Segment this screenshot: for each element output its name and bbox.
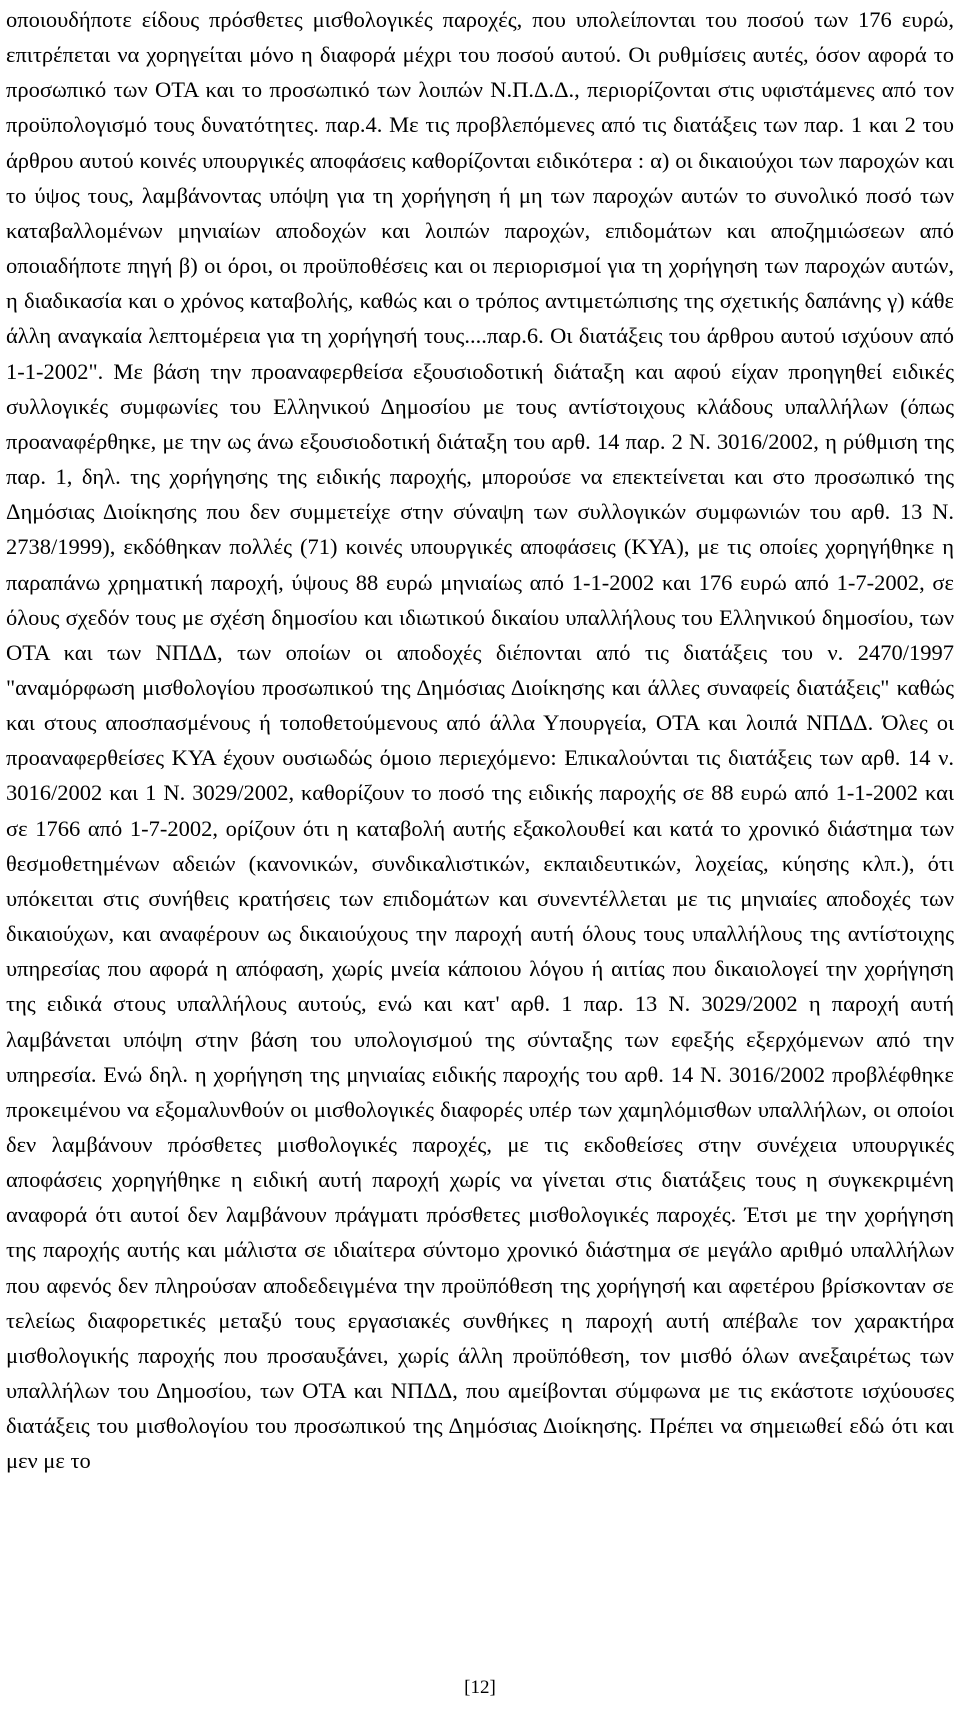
- page-number: [12]: [464, 1677, 496, 1698]
- body-paragraph: οποιουδήποτε είδους πρόσθετες μισθολογικές παροχές, που υπολείπονται του ποσού των 176 ευρώ, επιτρέπεται να χορηγείται μόνο η διαφορά μέχρι του ποσού αυτού. Οι ρυθμίσεις αυτές, όσον αφορά το προσωπικό των ΟΤΑ και το προσωπικό των λοιπών Ν.Π.Δ.Δ., περιορίζονται στις υφιστάμενες από τον προϋπολογισμό τους δυνατότητες. παρ.4. Με τις προβλεπόμενες από τις διατάξεις των παρ. 1 και 2 του άρθρου αυτού κοινές υπουργικές αποφάσεις καθορίζονται ειδικότερα : α) οι δικαιούχοι των παροχών και το ύψος τους, λαμβάνοντας υπόψη για τη χορήγηση ή μη των παροχών αυτών το συνολικό ποσό των καταβαλλομένων μηνιαίων αποδοχών και λοιπών παροχών, επιδομάτων και αποζημιώσεων από οποιαδήποτε πηγή β) οι όροι, οι προϋποθέσεις και οι περιορισμοί για τη χορήγηση των παροχών αυτών, η διαδικασία και ο χρόνος καταβολής, καθώς και ο τρόπος αντιμετώπισης της σχετικής δαπάνης γ) κάθε άλλη αναγκαία λεπτομέρεια για τη χορήγησή τους....παρ.6. Οι διατάξεις του άρθρου αυτού ισχύουν από 1-1-2002". Με βάση την προαναφερθείσα εξουσιοδοτική διάταξη και αφού είχαν προηγηθεί ειδικές συλλογικές συμφωνίες του Ελληνικού Δημοσίου με τους αντίστοιχους κλάδους υπαλλήλων (όπως προαναφέρθηκε, με την ως άνω εξουσιοδοτική διάταξη του αρθ. 14 παρ. 2 Ν. 3016/2002, η ρύθμιση της παρ. 1, δηλ. της χορήγησης της ειδικής παροχής, μπορούσε να επεκτείνεται και στο προσωπικό της Δημόσιας Διοίκησης που δεν συμμετείχε στην σύναψη των συλλογικών συμφωνιών του αρθ. 13 Ν. 2738/1999), εκδόθηκαν πολλές (71) κοινές υπουργικές αποφάσεις (ΚΥΑ), με τις οποίες χορηγήθηκε η παραπάνω χρηματική παροχή, ύψους 88 ευρώ μηνιαίως από 1-1-2002 και 176 ευρώ από 1-7-2002, σε όλους σχεδόν τους με σχέση δημοσίου και ιδιωτικού δικαίου υπαλλήλους του Ελληνικού δημοσίου, των ΟΤΑ και των ΝΠΔΔ, των οποίων οι αποδοχές διέπονται από τις διατάξεις του ν. 2470/1997 "αναμόρφωση μισθολογίου προσωπικού της Δημόσιας Διοίκησης και άλλες συναφείς διατάξεις" καθώς και στους αποσπασμένους ή τοποθετούμενους από άλλα Υπουργεία, ΟΤΑ και λοιπά ΝΠΔΔ. Όλες οι προαναφερθείσες ΚΥΑ έχουν ουσιωδώς όμοιο περιεχόμενο: Επικαλούνται τις διατάξεις των αρθ. 14 ν. 3016/2002 και 1 Ν. 3029/2002, καθορίζουν το ποσό της ειδικής παροχής σε 88 ευρώ από 1-1-2002 και σε 1766 από 1-7-2002, ορίζουν ότι η καταβολή αυτής εξακολουθεί και κατά το χρονικό διάστημα των θεσμοθετημένων αδειών (κανονικών, συνδικαλιστικών, εκπαιδευτικών, λοχείας, κύησης κλπ.), ότι υπόκειται στις συνήθεις κρατήσεις των επιδομάτων και συνεντέλλεται με τις μηνιαίες αποδοχές των δικαιούχων, και αναφέρουν ως δικαιούχους την παροχή αυτή όλους τους υπαλλήλους της αντίστοιχης υπηρεσίας που αφορά η απόφαση, χωρίς μνεία κάποιου λόγου ή αιτίας που δικαιολογεί την χορήγηση της ειδικά στους υπαλλήλους αυτούς, ενώ και κατ' αρθ. 1 παρ. 13 Ν. 3029/2002 η παροχή αυτή λαμβάνεται υπόψη στην βάση του υπολογισμού της σύνταξης των εφεξής εξερχόμενων από την υπηρεσία. Ενώ δηλ. η χορήγηση της μηνιαίας ειδικής παροχής του αρθ. 14 Ν. 3016/2002 προβλέφθηκε προκειμένου να εξομαλυνθούν οι μισθολογικές διαφορές υπέρ των χαμηλόμισθων υπαλλήλων, οι οποίοι δεν λαμβάνουν πρόσθετες μισθολογικές παροχές, με τις εκδοθείσες στην συνέχεια υπουργικές αποφάσεις χορηγήθηκε η ειδική αυτή παροχή χωρίς να γίνεται στις διατάξεις τους η συγκεκριμένη αναφορά ότι αυτοί δεν λαμβάνουν πράγματι πρόσθετες μισθολογικές παροχές. Έτσι με την χορήγηση της παροχής αυτής και μάλιστα σε ιδιαίτερα σύντομο χρονικό διάστημα σε μεγάλο αριθμό υπαλλήλων που αφενός δεν πληρούσαν αποδεδειγμένα την προϋπόθεση της χορήγησή και αφετέρου βρίσκονταν σε τελείως διαφορετικές μεταξύ τους εργασιακές συνθήκες η παροχή αυτή απέβαλε τον χαρακτήρα μισθολογικής παροχής που προσαυξάνει, χωρίς άλλη προϋπόθεση, τον μισθό όλων ανεξαιρέτως των υπαλλήλων του Δημοσίου, των ΟΤΑ και ΝΠΔΔ, που αμείβονται σύμφωνα με τις εκάστοτε ισχύουσες διατάξεις του μισθολογίου του προσωπικού της Δημόσιας Διοίκησης. Πρέπει να σημειωθεί εδώ ότι και μεν με το: [6, 7, 954, 1474]
